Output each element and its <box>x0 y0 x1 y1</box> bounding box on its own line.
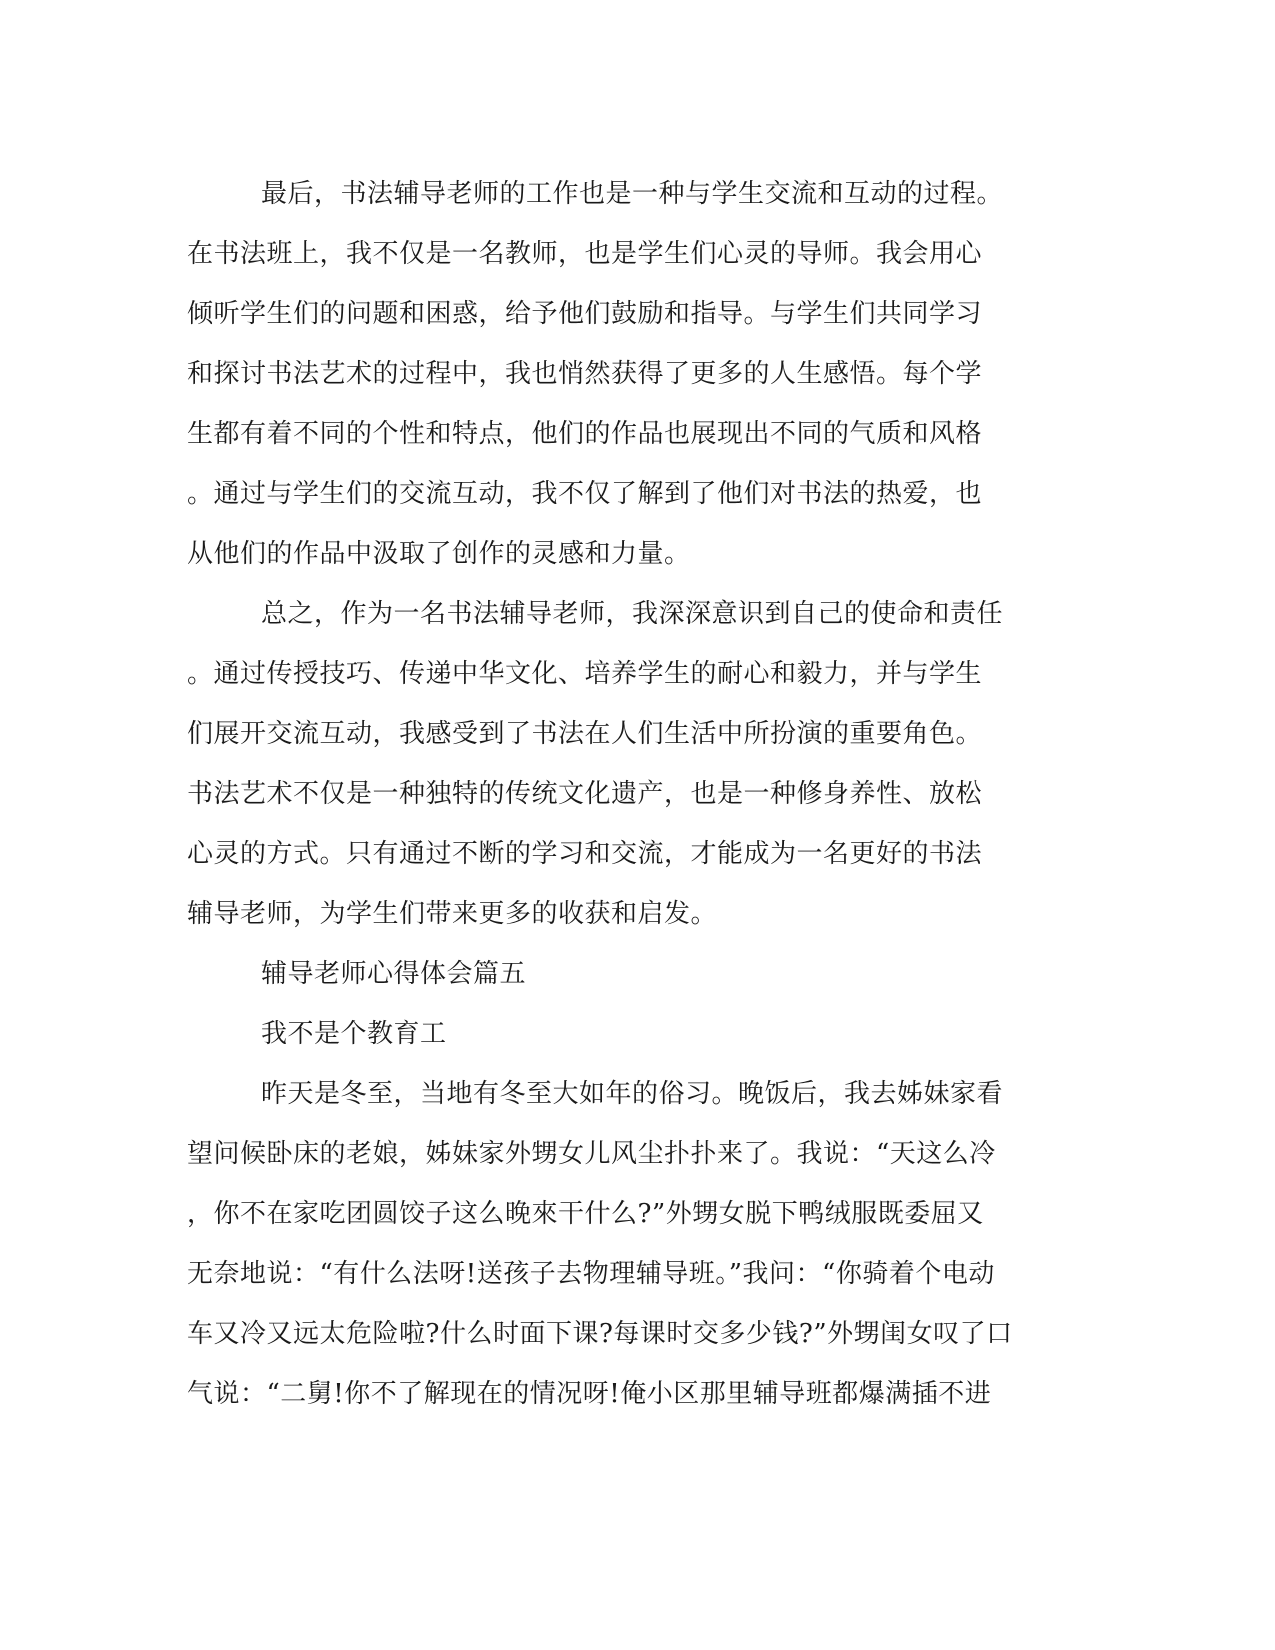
paragraph-line: 望问候卧床的老娘，姊妹家外甥女儿风尘扑扑来了。我说：“天这么冷 <box>187 1139 996 1169</box>
paragraph-line: 无奈地说：“有什么法呀!送孩子去物理辅导班。”我问：“你骑着个电动 <box>187 1259 995 1289</box>
paragraph-line: 从他们的作品中汲取了创作的灵感和力量。 <box>187 539 691 569</box>
paragraph-line: 在书法班上，我不仅是一名教师，也是学生们心灵的导师。我会用心 <box>187 239 983 269</box>
section-heading: 辅导老师心得体会篇五 <box>261 959 527 989</box>
document-body <box>187 164 1067 1424</box>
paragraph-line: 倾听学生们的问题和困惑，给予他们鼓励和指导。与学生们共同学习 <box>187 299 983 329</box>
paragraph-line: 。通过传授技巧、传递中华文化、培养学生的耐心和毅力，并与学生 <box>187 659 983 689</box>
paragraph-line: 总之，作为一名书法辅导老师，我深深意识到自己的使命和责任 <box>261 599 1004 629</box>
paragraph-line: 们展开交流互动，我感受到了书法在人们生活中所扮演的重要角色。 <box>187 719 983 749</box>
paragraph-line: 气说：“二舅!你不了解现在的情况呀!俺小区那里辅导班都爆满插不进 <box>187 1379 992 1409</box>
paragraph-line: 。通过与学生们的交流互动，我不仅了解到了他们对书法的热爱，也 <box>187 479 983 509</box>
paragraph-line: 辅导老师，为学生们带来更多的收获和启发。 <box>187 899 718 929</box>
paragraph-line: ，你不在家吃团圆饺子这么晚來干什么?”外甥女脱下鸭绒服既委屈又 <box>187 1199 984 1229</box>
paragraph-line: 和探讨书法艺术的过程中，我也悄然获得了更多的人生感悟。每个学 <box>187 359 983 389</box>
subsection-heading: 我不是个教育工 <box>261 1019 447 1049</box>
paragraph-line: 书法艺术不仅是一种独特的传统文化遗产，也是一种修身养性、放松 <box>187 779 983 809</box>
paragraph-line: 昨天是冬至，当地有冬至大如年的俗习。晚饭后，我去姊妹家看 <box>261 1079 1004 1109</box>
paragraph-line: 心灵的方式。只有通过不断的学习和交流，才能成为一名更好的书法 <box>187 839 983 869</box>
paragraph-line: 车又冷又远太危险啦?什么时面下课?每课时交多少钱?”外甥闺女叹了口 <box>187 1319 1013 1349</box>
paragraph-line: 最后，书法辅导老师的工作也是一种与学生交流和互动的过程。 <box>261 179 1004 209</box>
paragraph-line: 生都有着不同的个性和特点，他们的作品也展现出不同的气质和风格 <box>187 419 983 449</box>
